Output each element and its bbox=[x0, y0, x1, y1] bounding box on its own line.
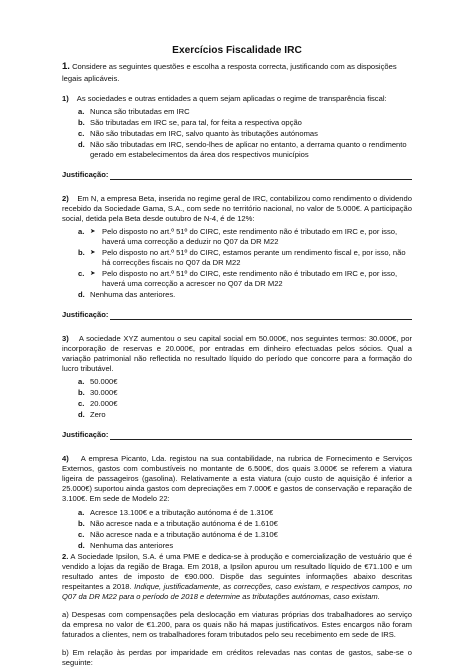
question-2-options bbox=[62, 227, 412, 300]
option-label: b. bbox=[78, 248, 85, 258]
intro-instruction bbox=[62, 61, 412, 84]
option-label: d. bbox=[78, 140, 85, 150]
option bbox=[78, 269, 412, 289]
option bbox=[78, 399, 412, 409]
section-instruction: Indique, justificadamente, as correcções, caso existam, e respectivos campos, no Q07 da DR M22 para o período de 2018 e determine as tributações autónomas, caso existam. bbox=[62, 581, 412, 601]
option-text: Nenhuma das anteriores bbox=[90, 540, 174, 550]
option bbox=[78, 388, 412, 398]
option-text: Não acresce nada e a tributação autónoma é de 1.310€ bbox=[90, 529, 278, 539]
option-text: Não são tributadas em IRC, salvo quanto às tributações autónomas bbox=[90, 129, 318, 139]
justification-line bbox=[62, 430, 412, 440]
option-label: b. bbox=[78, 388, 85, 398]
answer-rule bbox=[110, 171, 412, 180]
option bbox=[78, 140, 412, 160]
option bbox=[78, 107, 412, 117]
option-text: Nunca são tributadas em IRC bbox=[90, 107, 190, 117]
option-text: Pelo disposto no art.º 51º do CIRC, este rendimento não é tributado em IRC e, por isso, haverá uma correcção a acrescer no Q07 da DR M22 bbox=[102, 269, 398, 289]
justification-label: Justificação: bbox=[62, 170, 109, 180]
question-1 bbox=[62, 94, 412, 104]
justification-line bbox=[62, 310, 412, 320]
question-text: As sociedades e outras entidades a quem sejam aplicadas o regime de transparência fiscal: bbox=[76, 94, 387, 103]
option-label: a. bbox=[78, 107, 85, 117]
option-text: Não acresce nada e a tributação autónoma é de 1.610€ bbox=[90, 518, 278, 528]
option-label: c. bbox=[78, 529, 85, 539]
question-3-options bbox=[62, 377, 412, 420]
option bbox=[78, 410, 412, 420]
justification-label: Justificação: bbox=[62, 430, 109, 440]
section-number: 2. bbox=[62, 551, 69, 561]
option bbox=[78, 290, 412, 300]
question-4 bbox=[62, 454, 412, 504]
option-text: Não são tributadas em IRC, sendo-lhes de aplicar no entanto, a derrama quanto o rendimento gerado em estabelecimentos da área dos respectivos municípios bbox=[90, 140, 407, 160]
option-text: Pelo disposto no art.º 51º do CIRC, este rendimento não é tributado em IRC e, por isso, haverá uma correcção a deduzir no Q07 da DR M22 bbox=[102, 227, 398, 247]
page-title: Exercícios Fiscalidade IRC bbox=[172, 45, 302, 56]
option-label: a. bbox=[78, 377, 85, 387]
option bbox=[78, 508, 412, 518]
option-label: d. bbox=[78, 290, 85, 300]
answer-rule bbox=[110, 431, 412, 440]
option-text: 50.000€ bbox=[90, 377, 118, 387]
option bbox=[78, 129, 412, 139]
answer-rule bbox=[110, 311, 412, 320]
option bbox=[78, 519, 412, 529]
question-number: 3) bbox=[62, 334, 69, 344]
option-text: Acresce 13.100€ e a tributação autónoma é de 1.310€ bbox=[90, 507, 274, 517]
option bbox=[78, 248, 412, 268]
question-text: A sociedade XYZ aumentou o seu capital social em 50.000€, nos seguintes termos: 30.000€, por incorporação de reservas e 20.000€, por entradas em dinheiro efectuadas pelos sócios. Qual a variação patrimonial não reflectida no resultado líquido do período que concorre para a formação do lucro tributável. bbox=[62, 334, 412, 374]
question-2 bbox=[62, 194, 412, 224]
option bbox=[78, 118, 412, 128]
justification-label: Justificação: bbox=[62, 310, 109, 320]
option-label: a. bbox=[78, 507, 85, 517]
option bbox=[78, 541, 412, 551]
intro-text: Considere as seguintes questões e escolha a resposta correcta, justificando com as disposições legais aplicáveis. bbox=[62, 62, 397, 83]
question-number: 1) bbox=[62, 94, 69, 103]
option-text: Pelo disposto no art.º 51º do CIRC, estamos perante um rendimento fiscal e, por isso, não há correcções fiscais no Q07 da DR M22 bbox=[102, 248, 406, 268]
arrow-bullet-icon: ➤ bbox=[90, 228, 96, 236]
option-label: a. bbox=[78, 227, 85, 237]
option-text: Nenhuma das anteriores. bbox=[90, 290, 176, 300]
option-label: c. bbox=[78, 129, 85, 139]
section-number: 1. bbox=[62, 61, 70, 73]
option-label: b. bbox=[78, 518, 85, 528]
question-number: 4) bbox=[62, 454, 69, 464]
justification-line bbox=[62, 170, 412, 180]
arrow-bullet-icon: ➤ bbox=[90, 249, 96, 257]
option bbox=[78, 530, 412, 540]
question-number: 2) bbox=[62, 194, 69, 204]
question-text: Em N, a empresa Beta, inserida no regime geral de IRC, contabilizou como rendimento o dividendo recebido da Sociedade Gama, S.A., com sede no território nacional, no valor de 5.000€. A participação social, detida pela Beta desde outubro de N-4, é de 12%: bbox=[62, 194, 412, 224]
option-label: d. bbox=[78, 410, 85, 420]
option bbox=[78, 377, 412, 387]
option-label: b. bbox=[78, 118, 85, 128]
section-2-intro bbox=[62, 552, 412, 602]
paragraph-b: b) Em relação às perdas por imparidade em créditos relevadas nas contas de gastos, sabe-se o seguinte: bbox=[62, 647, 412, 667]
option-text: 30.000€ bbox=[90, 388, 118, 398]
option-label: c. bbox=[78, 399, 85, 409]
question-4-options bbox=[62, 508, 412, 551]
option-label: c. bbox=[78, 269, 85, 279]
question-3 bbox=[62, 334, 412, 374]
question-text: A empresa Picanto, Lda. registou na sua contabilidade, na rubrica de Fornecimento e Serviços Externos, gastos com combustíveis no montante de 6.500€, dos quais 3.000€ se referem a viatura ligeira de passageiros (gasolina). Relativamente a esta viatura (cujo custo de aquisição é inferior a 25.000€) suportou ainda gastos com depreciações em 7.000€ e gastos de conservação e reparação de 3.100€. Em sede de Modelo 22: bbox=[62, 454, 412, 504]
option bbox=[78, 227, 412, 247]
option-text: São tributadas em IRC se, para tal, for feita a respectiva opção bbox=[90, 118, 302, 128]
paragraph-a: a) Despesas com compensações pela deslocação em viaturas próprias dos trabalhadores ao serviço da empresa no valor de €1.200, para os quais não há mapas justificativos. Estes encargos não foram faturados a clientes, nem os trabalhadores foram tributados pelo seu recebimento em sede de IRS. bbox=[62, 609, 412, 639]
arrow-bullet-icon: ➤ bbox=[90, 270, 96, 278]
option-text: 20.000€ bbox=[90, 399, 118, 409]
option-text: Zero bbox=[90, 410, 106, 420]
option-label: d. bbox=[78, 540, 85, 550]
question-1-options bbox=[62, 107, 412, 160]
section-text: A Sociedade Ipsilon, S.A. é uma PME e dedica-se à produção e comercialização de vestuário que é vendido a lojas da região de Braga. Em 2018, a Ipsilon apurou um resultado líquido de €71.100 e um resultado antes de imposto de €90.000. Dispõe das seguintes informações abaixo descritas respeitantes a 2018. bbox=[62, 551, 412, 591]
